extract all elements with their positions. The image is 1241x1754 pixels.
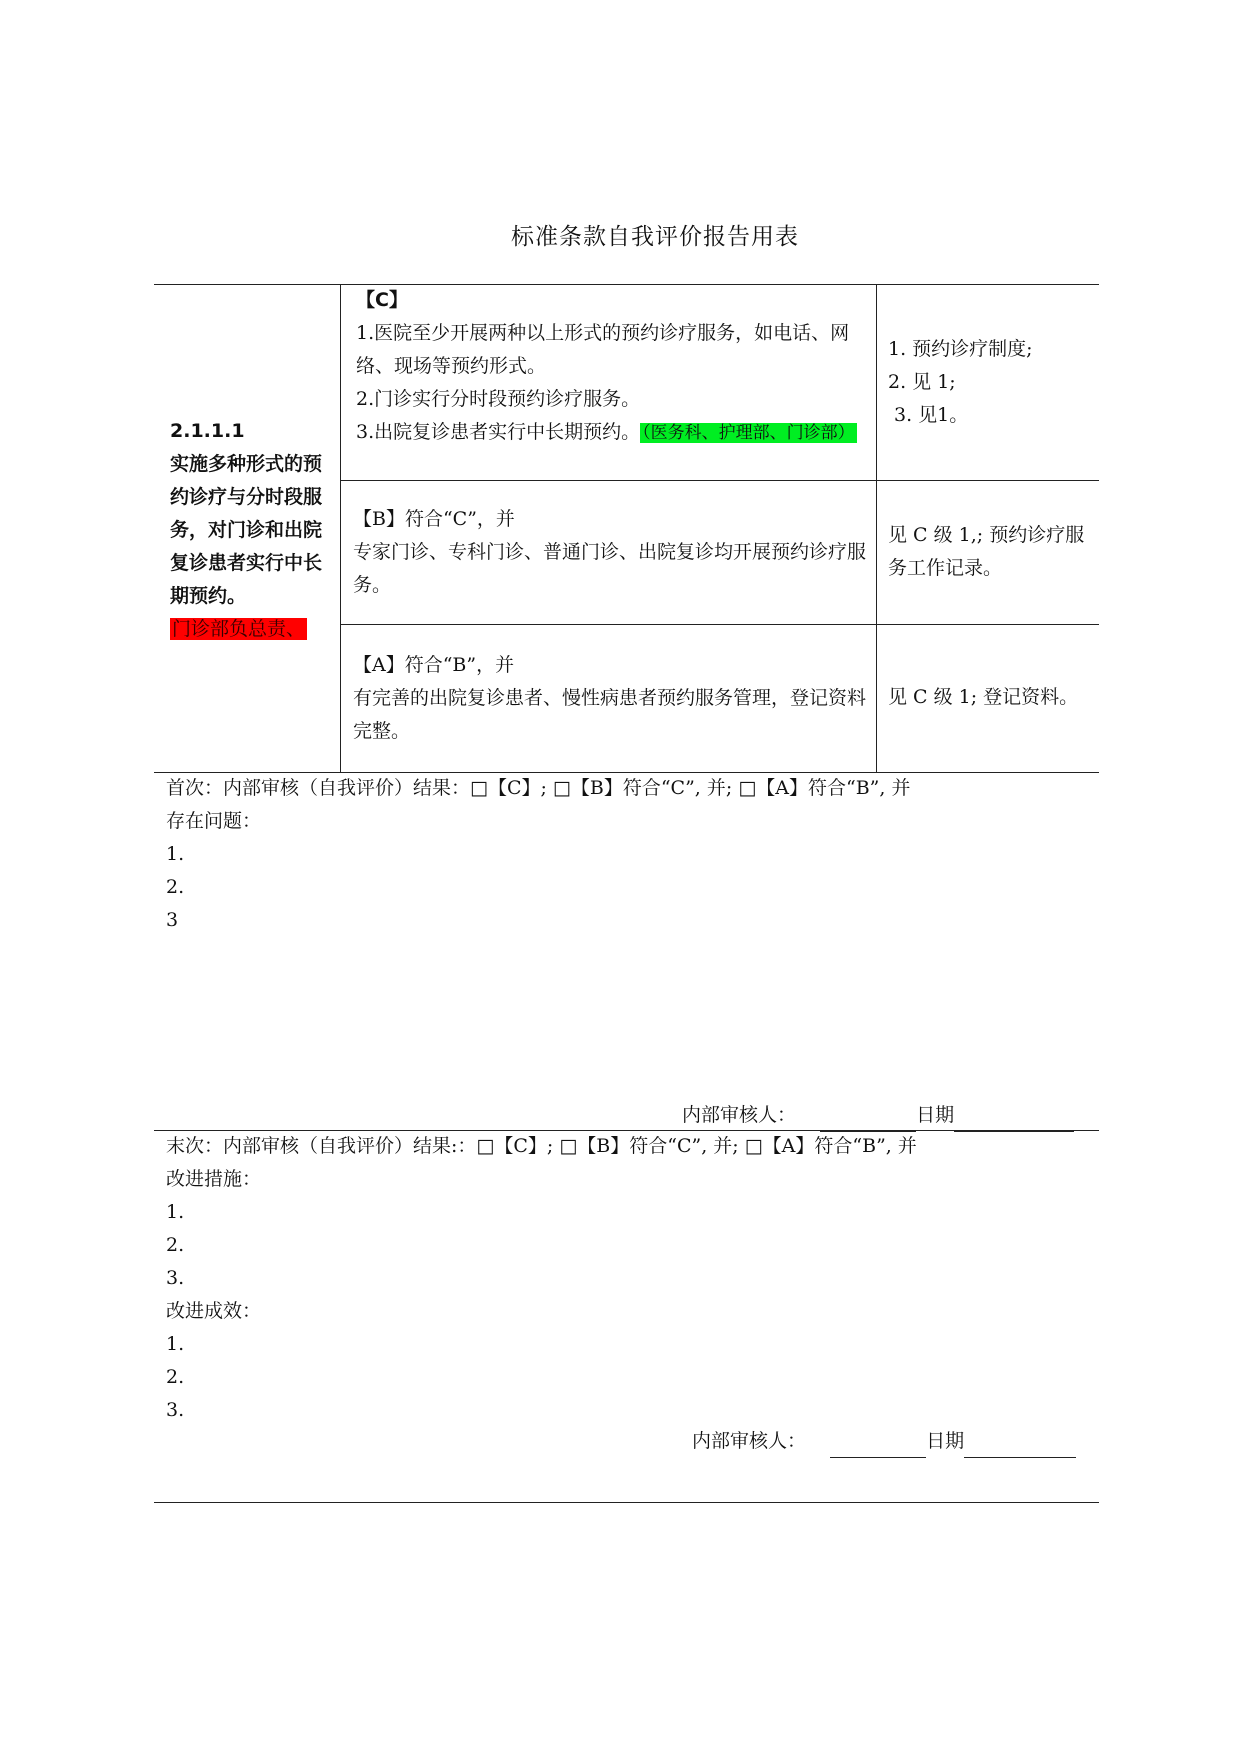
level-c-item-1: 1.医院至少开展两种以上形式的预约诊疗服务，如电话、网络、现场等预约形式。 (356, 322, 850, 377)
level-c-cell (356, 284, 868, 450)
first-date-blank[interactable] (954, 1109, 1074, 1132)
level-b-cell (353, 503, 868, 602)
level-c-item-2: 2.门诊实行分时段预约诊疗服务。 (356, 388, 641, 410)
row-c-bottom-rule (340, 480, 1099, 481)
level-a-head: 【A】符合“B”，并 (353, 654, 515, 676)
final-effect-2: 2. (166, 1366, 185, 1388)
final-date-label: 日期 (926, 1430, 965, 1452)
level-c-evidence (888, 333, 1088, 432)
level-a-cell (353, 649, 868, 748)
final-auditor-blank[interactable] (830, 1435, 926, 1458)
page-title: 标准条款自我评价报告用表 (511, 224, 799, 250)
final-measure-3: 3. (166, 1267, 185, 1289)
level-c-item-3: 3.出院复诊患者实行中长期预约。 (356, 421, 641, 443)
clause-number: 2.1.1.1 (170, 420, 245, 442)
level-b-evidence: 见 C 级 1,; 预约诊疗服务工作记录。 (888, 524, 1085, 579)
final-effects-label: 改进成效： (166, 1300, 262, 1322)
final-effect-3: 3. (166, 1399, 185, 1421)
first-problem-2: 2. (166, 876, 185, 898)
col1-rule (340, 284, 341, 772)
final-date-blank[interactable] (964, 1435, 1076, 1458)
final-effect-1: 1. (166, 1333, 185, 1355)
first-signature (682, 1099, 1102, 1132)
first-auditor-label: 内部审核人： (682, 1104, 797, 1126)
clause-cell (170, 415, 330, 646)
first-date-label: 日期 (916, 1104, 955, 1126)
final-measures-label: 改进措施： (166, 1168, 262, 1190)
final-result-line: 末次：内部审核（自我评价）结果:：□【C】; □【B】符合“C”, 并; □【A】符合“B”, 并 (166, 1135, 917, 1157)
final-measure-1: 1. (166, 1201, 185, 1223)
level-b-head: 【B】符合“C”，并 (353, 508, 515, 530)
clause-text: 实施多种形式的预约诊疗与分时段服务，对门诊和出院复诊患者实行中长期预约。 (170, 453, 323, 607)
final-measure-2: 2. (166, 1234, 185, 1256)
final-audit-section (166, 1130, 1096, 1427)
first-problem-1: 1. (166, 843, 185, 865)
col2-rule (876, 284, 877, 772)
level-c-evidence-3: 3. 见1。 (894, 404, 969, 426)
first-auditor-blank[interactable] (820, 1109, 916, 1132)
row-b-bottom-rule (340, 624, 1099, 625)
level-c-head: 【C】 (356, 289, 408, 311)
level-a-evidence: 见 C 级 1; 登记资料。 (888, 686, 1079, 708)
level-c-evidence-1: 1. 预约诊疗制度; (888, 338, 1033, 360)
level-b-text: 专家门诊、专科门诊、普通门诊、出院复诊均开展预约诊疗服务。 (353, 541, 867, 596)
level-a-text: 有完善的出院复诊患者、慢性病患者预约服务管理，登记资料完整。 (353, 687, 867, 742)
first-audit-section (166, 772, 1096, 937)
level-c-evidence-2: 2. 见 1; (888, 371, 956, 393)
final-signature (692, 1425, 1112, 1458)
first-result-line: 首次：内部审核（自我评价）结果：□【C】; □【B】符合“C”, 并; □【A】符合“B”, 并 (166, 777, 911, 799)
first-problems-label: 存在问题： (166, 810, 262, 832)
level-c-dept-note: （医务科、护理部、门诊部） (642, 423, 855, 443)
page-bottom-rule (154, 1502, 1099, 1503)
final-auditor-label: 内部审核人： (692, 1430, 807, 1452)
clause-responsible: 门诊部负总责、 (172, 618, 306, 640)
first-problem-3: 3 (166, 909, 179, 931)
